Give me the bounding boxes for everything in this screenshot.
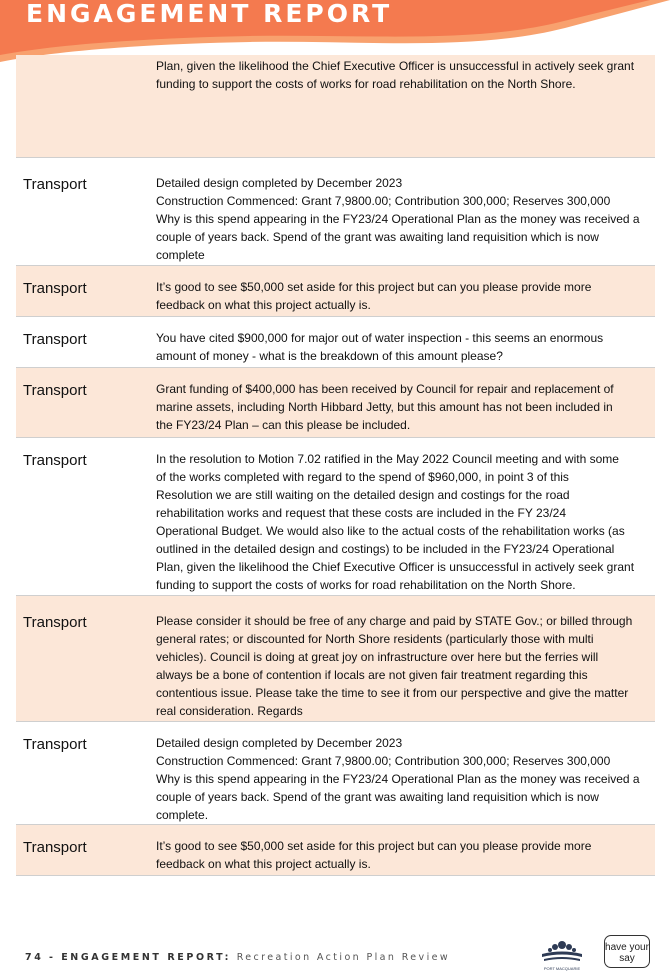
footer-subtitle: Recreation Action Plan Review bbox=[236, 952, 451, 963]
feedback-table bbox=[16, 55, 655, 876]
header-banner bbox=[0, 0, 670, 62]
table-row bbox=[16, 266, 655, 317]
row-category: Transport bbox=[23, 839, 87, 856]
row-comment: Detailed design completed by December 2023 Construction Commenced: Grant 7,9800.00; Contribution 300,000; Reserves 300,000 Why is this spend appearing in the FY23/24 Operational Plan as the money was received a couple of years back. Spend of the grant was awaiting land requisition which is now complete. bbox=[156, 736, 640, 822]
table-row bbox=[16, 158, 655, 266]
report-title: ENGAGEMENT REPORT bbox=[26, 0, 393, 28]
row-category: Transport bbox=[23, 452, 87, 469]
row-comment: Grant funding of $400,000 has been received by Council for repair and replacement of marine assets, including North Hibbard Jetty, but this amount has not been included in the FY23/24 Plan – can this please be included. bbox=[156, 382, 614, 432]
table-row bbox=[16, 317, 655, 368]
footer-separator: - bbox=[49, 952, 56, 963]
table-row bbox=[16, 825, 655, 876]
row-comment: Please consider it should be free of any charge and paid by STATE Gov.; or billed through general rates; or discounted for North Shore residents (particularly those with multi vehicles). Council is doing at great joy on infrastructure over here but the ferries will always be a bone of contention if locals are not given fair treatment regarding this contentious issue. Please take the time to see it from our perspective and give the matter real consideration. Regards bbox=[156, 614, 633, 718]
table-row bbox=[16, 55, 655, 158]
row-category: Transport bbox=[23, 280, 87, 297]
page-footer bbox=[25, 952, 450, 963]
row-category: Transport bbox=[23, 331, 87, 348]
row-comment: Detailed design completed by December 2023 Construction Commenced: Grant 7,9800.00; Contribution 300,000; Reserves 300,000 Why is this spend appearing in the FY23/24 Operational Plan as the money was received a couple of years back. Spend of the grant was awaiting land requisition which is now complete bbox=[156, 176, 640, 262]
table-row bbox=[16, 438, 655, 596]
row-comment: Plan, given the likelihood the Chief Executive Officer is unsuccessful in actively seek grant funding to support the costs of works for road rehabilitation on the North Shore. bbox=[156, 59, 635, 91]
row-category: Transport bbox=[23, 736, 87, 753]
row-category: Transport bbox=[23, 614, 87, 631]
port-macquarie-logo-text: PORT MACQUARIE bbox=[543, 966, 581, 971]
row-comment: It’s good to see $50,000 set aside for this project but can you please provide more feedback on what this project actually is. bbox=[156, 839, 592, 871]
table-row bbox=[16, 596, 655, 722]
row-category: Transport bbox=[23, 176, 87, 193]
have-your-say-logo: have your say bbox=[604, 935, 650, 968]
page-number: 74 bbox=[25, 952, 44, 963]
row-comment: In the resolution to Motion 7.02 ratified in the May 2022 Council meeting and with some of the works completed with regard to the spend of $960,000, in point 3 of this Resolution we are still waiting on the detailed design and costings for the road rehabilitation works and request that these costs are included in the FY 23/24 Operational Budget. We would also like to the actual costs of the rehabilitation works (as outlined in the detailed design and costings) to be included in the FY23/24 Operational Plan, given the likelihood the Chief Executive Officer is unsuccessful in actively seek grant funding to support the costs of works for road rehabilitation on the North Shore. bbox=[156, 452, 635, 592]
row-comment: You have cited $900,000 for major out of water inspection - this seems an enormous amount of money - what is the breakdown of this amount please? bbox=[156, 331, 604, 363]
row-comment: It’s good to see $50,000 set aside for this project but can you please provide more feedback on what this project actually is. bbox=[156, 280, 592, 312]
footer-report-name: ENGAGEMENT REPORT: bbox=[61, 952, 232, 963]
table-row bbox=[16, 368, 655, 438]
row-category: Transport bbox=[23, 382, 87, 399]
port-macquarie-logo bbox=[536, 935, 588, 970]
table-row bbox=[16, 722, 655, 825]
